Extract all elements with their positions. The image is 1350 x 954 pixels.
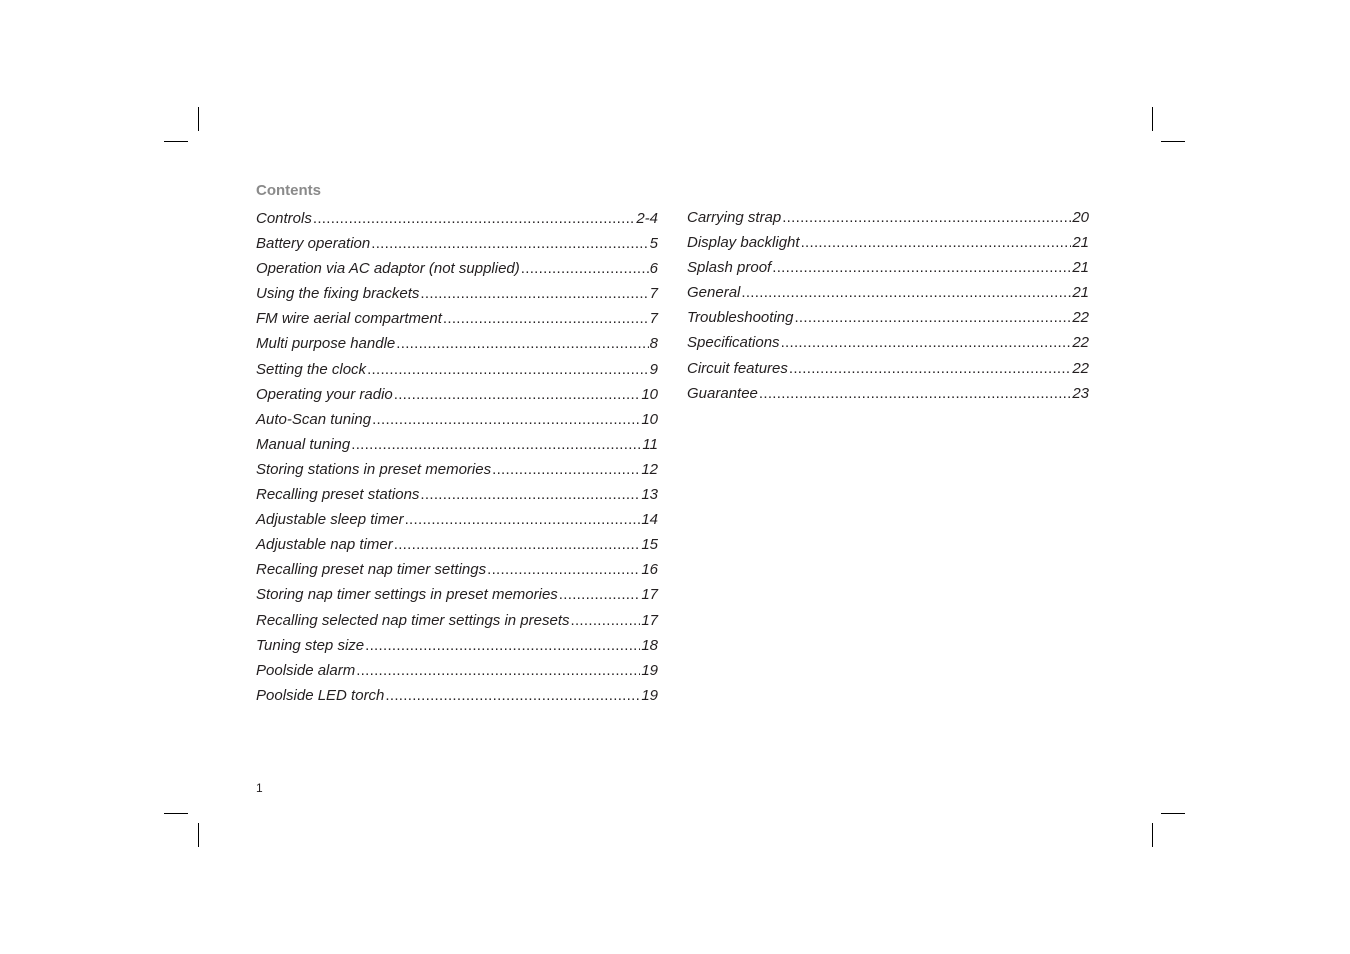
toc-entry-title: Operating your radio (256, 385, 393, 403)
toc-entry-title: FM wire aerial compartment (256, 310, 442, 328)
toc-entry-title: Storing stations in preset memories (256, 460, 492, 478)
dot-leader (801, 232, 1072, 254)
toc-entry[interactable] (256, 635, 658, 660)
dot-leader (782, 207, 1071, 229)
toc-entry-title: Splash proof (687, 259, 772, 277)
toc-entry-page: 11 (642, 435, 658, 453)
toc-entry-page: 7 (649, 310, 658, 328)
dot-leader (420, 484, 640, 506)
toc-entry-page: 21 (1072, 259, 1089, 277)
toc-entry-title: Manual tuning (256, 435, 351, 453)
toc-entry[interactable] (256, 434, 658, 459)
toc-entry-title: Battery operation (256, 235, 371, 253)
toc-entry-page: 19 (641, 661, 658, 679)
toc-entry-title: Troubleshooting (687, 309, 794, 327)
toc-entry-title: Setting the clock (256, 360, 367, 378)
toc-entry-page: 7 (649, 285, 658, 303)
toc-entry[interactable] (256, 409, 658, 434)
dot-leader (759, 383, 1071, 405)
toc-entry[interactable] (256, 459, 658, 484)
toc-entry-page: 5 (649, 235, 658, 253)
dot-leader (351, 434, 641, 456)
toc-entry-title: Display backlight (687, 234, 800, 252)
toc-entry-page: 23 (1072, 384, 1089, 402)
toc-entry-page: 18 (641, 636, 658, 654)
dot-leader (521, 258, 649, 280)
toc-entry-page: 16 (641, 561, 658, 579)
toc-entry-title: Multi purpose handle (256, 335, 396, 353)
dot-leader (371, 233, 648, 255)
toc-entry[interactable] (256, 308, 658, 333)
crop-mark (1152, 823, 1153, 847)
dot-leader (356, 660, 640, 682)
toc-entry[interactable] (256, 559, 658, 584)
toc-entry-title: Operation via AC adaptor (not supplied) (256, 260, 520, 278)
crop-mark (198, 107, 199, 131)
toc-entry[interactable] (256, 509, 658, 534)
toc-entry-page: 17 (641, 586, 658, 604)
toc-entry-page: 15 (641, 536, 658, 554)
toc-entry-title: Poolside LED torch (256, 686, 385, 704)
dot-leader (443, 308, 649, 330)
toc-entry[interactable] (687, 358, 1089, 383)
dot-leader (492, 459, 640, 481)
toc-entry-page: 14 (641, 511, 658, 529)
dot-leader (772, 257, 1071, 279)
toc-entry-page: 19 (641, 686, 658, 704)
dot-leader (394, 534, 641, 556)
toc-entry-page: 8 (649, 335, 658, 353)
toc-entry-page: 17 (641, 611, 658, 629)
dot-leader (372, 409, 640, 431)
toc-entry[interactable] (687, 307, 1089, 332)
toc-entry-page: 21 (1072, 284, 1089, 302)
toc-left-column (256, 208, 658, 710)
dot-leader (367, 359, 649, 381)
crop-mark (1161, 813, 1185, 814)
dot-leader (571, 610, 641, 632)
dot-leader (396, 333, 648, 355)
toc-entry[interactable] (256, 208, 658, 233)
toc-entry-page: 12 (641, 460, 658, 478)
toc-entry[interactable] (687, 282, 1089, 307)
toc-entry-page: 21 (1072, 234, 1089, 252)
toc-entry-title: Recalling preset nap timer settings (256, 561, 487, 579)
toc-entry-title: Guarantee (687, 384, 758, 402)
toc-entry-title: Recalling selected nap timer settings in presets (256, 611, 570, 629)
crop-mark (164, 141, 188, 142)
crop-mark (1161, 141, 1185, 142)
dot-leader (559, 584, 641, 606)
toc-entry-page: 13 (641, 486, 658, 504)
toc-entry-title: Storing nap timer settings in preset memories (256, 586, 558, 604)
dot-leader (781, 332, 1072, 354)
dot-leader (420, 283, 648, 305)
toc-entry-page: 6 (649, 260, 658, 278)
dot-leader (385, 685, 640, 707)
dot-leader (789, 358, 1071, 380)
toc-entry[interactable] (256, 534, 658, 559)
toc-entry[interactable] (687, 383, 1089, 408)
crop-mark (198, 823, 199, 847)
toc-entry[interactable] (256, 660, 658, 685)
toc-entry[interactable] (687, 207, 1089, 232)
toc-entry[interactable] (687, 332, 1089, 357)
toc-entry-page: 22 (1072, 359, 1089, 377)
toc-entry[interactable] (687, 257, 1089, 282)
toc-entry-title: Circuit features (687, 359, 788, 377)
crop-mark (1152, 107, 1153, 131)
dot-leader (313, 208, 635, 230)
toc-entry[interactable] (256, 685, 658, 710)
dot-leader (405, 509, 641, 531)
toc-entry-title: Controls (256, 210, 312, 227)
toc-entry[interactable] (256, 333, 658, 358)
toc-entry-title: General (687, 284, 741, 302)
dot-leader (741, 282, 1071, 304)
toc-entry-page: 9 (649, 360, 658, 378)
dot-leader (394, 384, 641, 406)
dot-leader (487, 559, 640, 581)
toc-entry-title: Adjustable nap timer (256, 536, 393, 554)
toc-entry-page: 10 (641, 410, 658, 428)
toc-entry-page: 2-4 (636, 210, 658, 227)
toc-entry[interactable] (256, 584, 658, 609)
toc-entry[interactable] (256, 384, 658, 409)
toc-entry-title: Carrying strap (687, 209, 782, 226)
toc-entry[interactable] (256, 233, 658, 258)
toc-entry-title: Using the fixing brackets (256, 285, 420, 303)
contents-heading: Contents (256, 182, 321, 199)
page-number: 1 (256, 781, 263, 795)
toc-entry[interactable] (256, 359, 658, 384)
crop-mark (164, 813, 188, 814)
toc-entry-page: 22 (1072, 334, 1089, 352)
toc-entry-title: Adjustable sleep timer (256, 511, 404, 529)
toc-entry-title: Recalling preset stations (256, 486, 420, 504)
toc-entry[interactable] (256, 484, 658, 509)
toc-entry-title: Poolside alarm (256, 661, 356, 679)
dot-leader (365, 635, 640, 657)
toc-entry[interactable] (256, 283, 658, 308)
toc-entry[interactable] (256, 610, 658, 635)
toc-entry[interactable] (256, 258, 658, 283)
dot-leader (794, 307, 1071, 329)
toc-entry-title: Specifications (687, 334, 780, 352)
toc-entry-title: Auto-Scan tuning (256, 410, 372, 428)
toc-entry-title: Tuning step size (256, 636, 365, 654)
toc-right-column (687, 207, 1089, 408)
toc-entry-page: 22 (1072, 309, 1089, 327)
toc-entry-page: 10 (641, 385, 658, 403)
toc-entry[interactable] (687, 232, 1089, 257)
toc-entry-page: 20 (1072, 209, 1089, 226)
